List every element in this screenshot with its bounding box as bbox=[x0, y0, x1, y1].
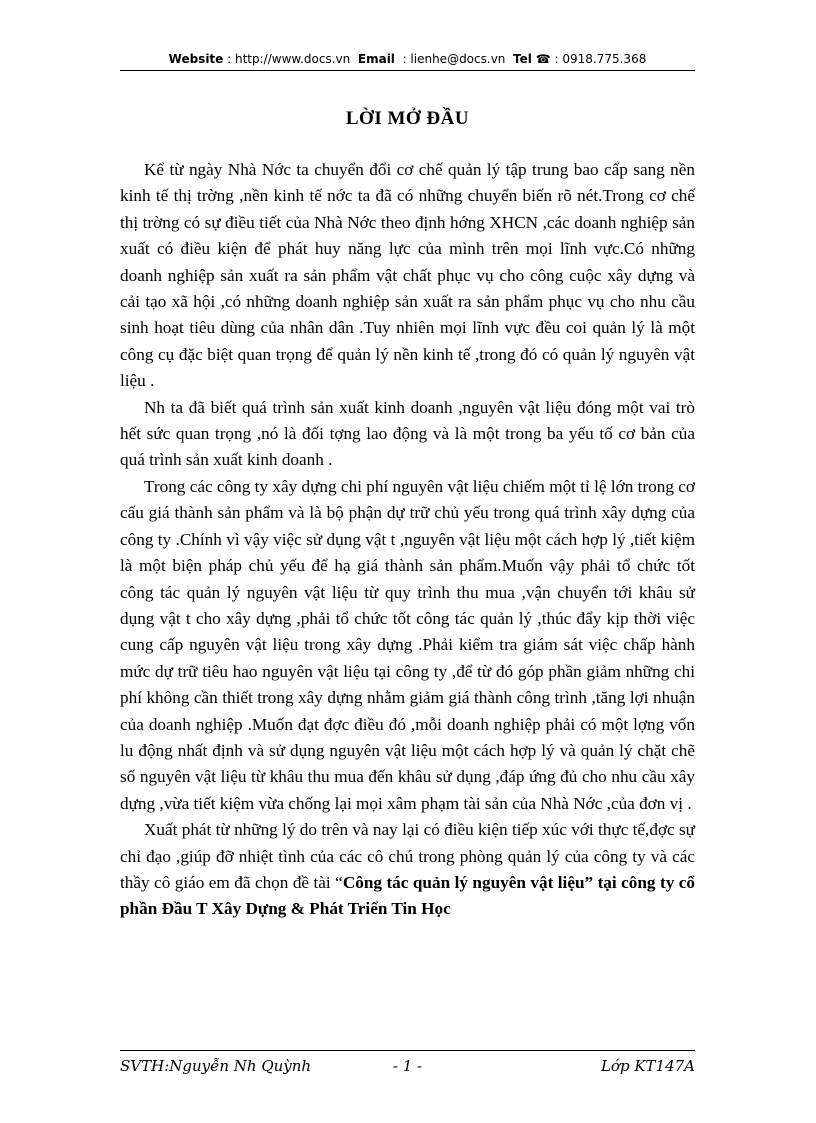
phone-number: : 0918.775.368 bbox=[554, 52, 647, 66]
website-url[interactable]: : http://www.docs.vn bbox=[227, 52, 351, 66]
page-footer bbox=[120, 1057, 695, 1081]
student-name: SVTH:Nguyễn Nh Quỳnh bbox=[120, 1057, 312, 1075]
class-name: Lớp KT147A bbox=[600, 1057, 695, 1075]
header-divider bbox=[120, 70, 695, 71]
paragraph-text: Xuất phát từ những lý do trên và nay lại có điều kiện tiếp xúc với thực tế,đợc sự chỉ đạo ,giúp đỡ nhiệt tình của các cô chú trong phòng quản lý của công ty và các thầy cô giáo em đã chọn đề tài “ bbox=[120, 820, 695, 892]
phone-icon: ☎ bbox=[535, 52, 551, 66]
tel-label: Tel bbox=[513, 52, 532, 66]
email-address[interactable]: : lienhe@docs.vn bbox=[402, 52, 506, 66]
document-body bbox=[120, 157, 695, 923]
page-number: - 1 - bbox=[392, 1057, 423, 1075]
website-label: Website bbox=[168, 52, 224, 66]
paragraph: Trong các công ty xây dựng chi phí nguyên vật liệu chiếm một tỉ lệ lớn trong cơ cấu giá thành sản phẩm và là bộ phận dự trữ chủ yếu trong quá trình xây dựng của công ty .Chính vì vậy việc sử dụng vật t ,nguyên vật liệu một cách hợp lý ,tiết kiệm là một biện pháp chủ yếu để hạ giá thành sản phẩm.Muốn vậy phải tổ chức tốt công tác quản lý nguyên vật liệu từ quy trình thu mua ,vận chuyển tới khâu sử dụng vật t cho xây dựng ,phải tổ chức tốt công tác quản lý ,thúc đẩy kịp thời việc cung cấp nguyên vật liệu trong xây dựng .Phải kiểm tra giám sát việc chấp hành mức dự trữ tiêu hao nguyên vật liệu tại công ty ,để từ đó góp phần giảm những chi phí không cần thiết trong xây dựng nhằm giảm giá thành công trình ,tăng lợi nhuận của doanh nghiệp .Muốn đạt đợc điều đó ,mỗi doanh nghiệp phải có một lợng vốn lu động nhất định và sử dụng nguyên vật liệu một cách hợp lý và quản lý chặt chẽ số nguyên vật liệu từ khâu thu mua đến khâu sử dụng ,đáp ứng đủ cho nhu cầu xây dựng ,vừa tiết kiệm vừa chống lại mọi xâm phạm tài sản của Nhà Nớc ,của đơn vị . bbox=[120, 476, 695, 813]
email-label: Email bbox=[357, 52, 395, 66]
paragraph-last bbox=[120, 817, 695, 923]
page-title: LỜI MỞ ĐẦU bbox=[345, 108, 470, 129]
paragraph: Nh ta đã biết quá trình sản xuất kinh doanh ,nguyên vật liệu đóng một vai trò hết sức quan trọng ,nó là đối tợng lao động và là một trong ba yếu tố cơ bản của quá trình sản xuất kinh doanh . bbox=[120, 397, 695, 470]
page-header bbox=[120, 52, 695, 66]
thesis-topic: Công tác quản lý nguyên vật liệu” tại công ty cổ phần Đầu T Xây Dựng & Phát Triển Tin Học bbox=[120, 872, 695, 919]
paragraph: Kể từ ngày Nhà Nớc ta chuyển đổi cơ chế quản lý tập trung bao cấp sang nền kinh tế thị trờng ,nền kinh tế nớc ta đã có những chuyển biến rõ nét.Trong cơ chế thị trờng có sự điều tiết của Nhà Nớc theo định hớng XHCN ,các doanh nghiệp sản xuất có điều kiện để phát huy năng lực của mình trên mọi lĩnh vực.Có những doanh nghiệp sản xuất ra sản phẩm vật chất phục vụ cho công cuộc xây dựng và cải tạo xã hội ,có những doanh nghiệp sản xuất ra sản phẩm phục vụ cho nhu cầu sinh hoạt tiêu dùng của nhân dân .Tuy nhiên mọi lĩnh vực đều coi quản lý là một công cụ đặc biệt quan trọng để quản lý nền kinh tế ,trong đó có quản lý nguyên vật liệu . bbox=[120, 160, 695, 391]
footer-divider bbox=[120, 1050, 695, 1051]
